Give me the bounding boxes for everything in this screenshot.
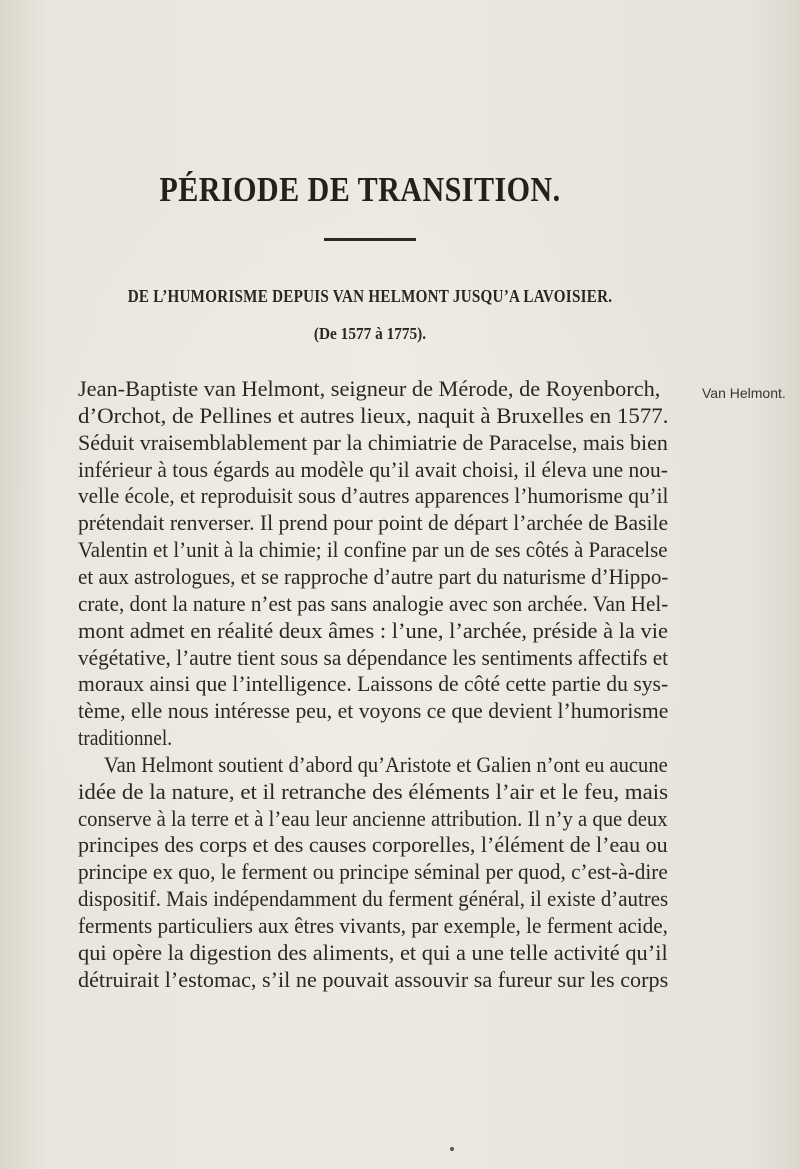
text-line: crate, dont la nature n’est pas sans analogie avec son archée. Van Hel- xyxy=(78,590,669,616)
text-line: d’Orchot, de Pellines et autres lieux, naquit à Bruxelles en 1577. xyxy=(78,402,669,428)
date-range: (De 1577 à 1775). xyxy=(313,324,427,343)
text-line: traditionnel. xyxy=(78,725,173,751)
text-line: prétendait renverser. Il prend pour point de départ l’archée de Basile xyxy=(78,510,669,536)
text-line: tème, elle nous intéresse peu, et voyons ce que devient l’humorisme xyxy=(78,698,669,724)
text-line: Jean-Baptiste van Helmont, seigneur de Mérode, de Royenborch, xyxy=(78,376,661,401)
text-line: velle école, et reproduisit sous d’autres apparences l’humorisme qu’il xyxy=(78,483,669,509)
page-title: PÉRIODE DE TRANSITION. xyxy=(159,170,561,209)
text-line: mont admet en réalité deux âmes : l’une, l’archée, préside à la vie xyxy=(78,617,668,643)
text-line: moraux ainsi que l’intelligence. Laissons de côté cette partie du sys- xyxy=(78,671,669,697)
text-line: et aux astrologues, et se rapproche d’autre part du naturisme d’Hippo- xyxy=(78,563,669,589)
text-line: Séduit vraisemblablement par la chimiatrie de Paracelse, mais bien xyxy=(78,429,668,455)
margin-note: Van Helmont. xyxy=(702,385,786,401)
text-line: détruirait l’estomac, s’il ne pouvait assouvir sa fureur sur les corps xyxy=(78,966,669,992)
text-line: inférieur à tous égards au modèle qu’il avait choisi, il éleva une nou- xyxy=(78,456,668,482)
text-line: dispositif. Mais indépendamment du ferment général, il existe d’autres xyxy=(78,886,669,912)
text-line: Van Helmont soutient d’abord qu’Aristote et Galien n’ont eu aucune xyxy=(104,751,668,777)
page-mark xyxy=(450,1147,454,1151)
text-line: conserve à la terre et à l’eau leur ancienne attribution. Il n’y a que deux xyxy=(78,805,668,831)
text-line: végétative, l’autre tient sous sa dépendance les sentiments affectifs et xyxy=(78,644,669,670)
text-line: ferments particuliers aux êtres vivants, par exemple, le ferment acide, xyxy=(78,913,668,938)
text-line: Valentin et l’unit à la chimie; il confine par un de ses côtés à Paracelse xyxy=(78,537,668,563)
text-line: qui opère la digestion des aliments, et qui a une telle activité qu’il xyxy=(78,939,668,965)
section-subtitle: DE L’HUMORISME DEPUIS VAN HELMONT JUSQU’A LAVOISIER. xyxy=(127,286,613,306)
title-rule xyxy=(324,238,416,241)
text-line: principe ex quo, le ferment ou principe séminal per quod, c’est-à-dire xyxy=(78,859,668,885)
text-line: principes des corps et des causes corporelles, l’élément de l’eau ou xyxy=(78,832,668,858)
text-line: idée de la nature, et il retranche des éléments l’air et le feu, mais xyxy=(78,778,669,804)
